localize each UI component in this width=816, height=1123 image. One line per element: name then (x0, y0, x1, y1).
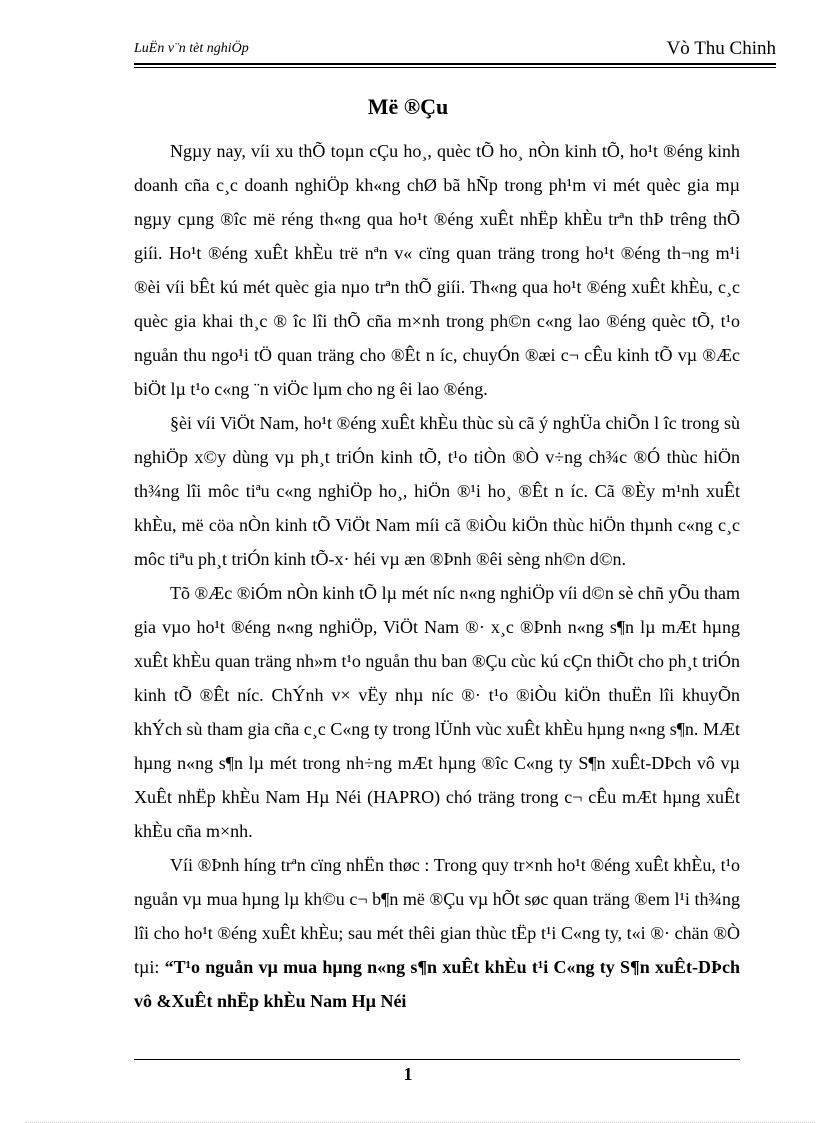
thesis-topic: “T¹o nguån vµ mua hµng n«ng s¶n xuÊt khÈu t¹i C«ng ty S¶n xuÊt-DÞch vô &XuÊt nhËp khÈu Nam Hµ Néi (134, 957, 740, 1011)
paragraph-2: §èi víi ViÖt Nam, ho¹t ®éng xuÊt khÈu thùc sù cã ý nghÜa chiÕn l îc trong sù nghiÖp x©y dùng vµ ph¸t triÓn kinh tÕ, t¹o tiÒn ®Ò v÷ng ch¾c ®Ó thùc hiÖn th¾ng lîi môc tiªu c«ng nghiÖp ho¸, hiÖn ®¹i ho¸ ®Êt n íc. Cã ®Èy m¹nh xuÊt khÈu, më cöa nÒn kinh tÕ ViÖt Nam míi cã ®iÒu kiÖn thùc hiÖn thµnh c«ng c¸c môc tiªu ph¸t triÓn kinh tÕ-x· héi vµ æn ®Þnh ®êi sèng nh©n d©n. (134, 413, 740, 569)
paragraph-4-text: Víi ®Þnh híng trªn cïng nhËn thøc : Trong quy tr×nh ho¹t ®éng xuÊt khÈu, t¹o nguån vµ mua hµng lµ kh©u c¬ b¶n më ®Çu vµ hÕt søc quan träng ®em l¹i th¾ng lîi cho ho¹t ®éng xuÊt khÈu; sau mét thêi gian thùc tËp t¹i C«ng ty, t«i ®· chän ®Ò tµi: (134, 855, 740, 977)
footer-rule (134, 1059, 740, 1060)
header-rule-thin (134, 67, 776, 68)
section-title: Më ®Çu (367, 94, 449, 119)
paragraph-3: Tõ ®Æc ®iÓm nÒn kinh tÕ lµ mét níc n«ng nghiÖp víi d©n sè chñ yÕu tham gia vµo ho¹t ®éng n«ng nghiÖp, ViÖt Nam ®· x¸c ®Þnh n«ng s¶n lµ mÆt hµng xuÊt khÈu quan träng nh»m t¹o nguån thu ban ®Çu cùc kú cÇn thiÕt cho ph¸t triÓn kinh tÕ ®Êt níc. ChÝnh v× vËy nhµ níc ®· t¹o ®iÒu kiÖn thuËn lîi khuyÕn khÝch sù tham gia cña c¸c C«ng ty trong lÜnh vùc xuÊt khÈu hµng n«ng s¶n. MÆt hµng n«ng s¶n lµ mét trong nh÷ng mÆt hµng ®îc C«ng ty S¶n xuÊt-DÞch vô vµ XuÊt nhËp khÈu Nam Hµ Néi (HAPRO) chó träng trong c¬ cÊu mÆt hµng xuÊt khÈu cña m×nh. (134, 583, 740, 841)
page-number: 1 (403, 1064, 413, 1084)
running-header-author: Vò Thu Chinh (666, 38, 776, 59)
header-rule (134, 63, 776, 65)
body-text (134, 134, 740, 1018)
running-header-title: LuËn v¨n tèt nghiÖp (134, 41, 249, 56)
paragraph-1: Ngµy nay, víi xu thÕ toµn cÇu ho¸, quèc tÕ ho¸ nÒn kinh tÕ, ho¹t ®éng kinh doanh cña c¸c doanh nghiÖp kh«ng chØ bã hÑp trong ph¹m vi mét quèc gia mµ ngµy cµng ®îc më réng th«ng qua ho¹t ®éng xuÊt nhËp khÈu trªn thÞ trêng thÕ giíi. Ho¹t ®éng xuÊt khÈu trë nªn v« cïng quan träng trong ho¹t ®éng th¬ng m¹i ®èi víi bÊt kú mét quèc gia nµo trªn thÕ giíi. Th«ng qua ho¹t ®éng xuÊt khÈu, c¸c quèc gia khai th¸c ® îc lîi thÕ cña m×nh trong ph©n c«ng lao ®éng quèc tÕ, t¹o nguån thu ngo¹i tÖ quan träng cho ®Êt n íc, chuyÓn ®æi c¬ cÊu kinh tÕ vµ ®Æc biÖt lµ t¹o c«ng ¨n viÖc lµm cho ng êi lao ®éng. (134, 141, 740, 399)
paragraph-4 (134, 848, 740, 1018)
